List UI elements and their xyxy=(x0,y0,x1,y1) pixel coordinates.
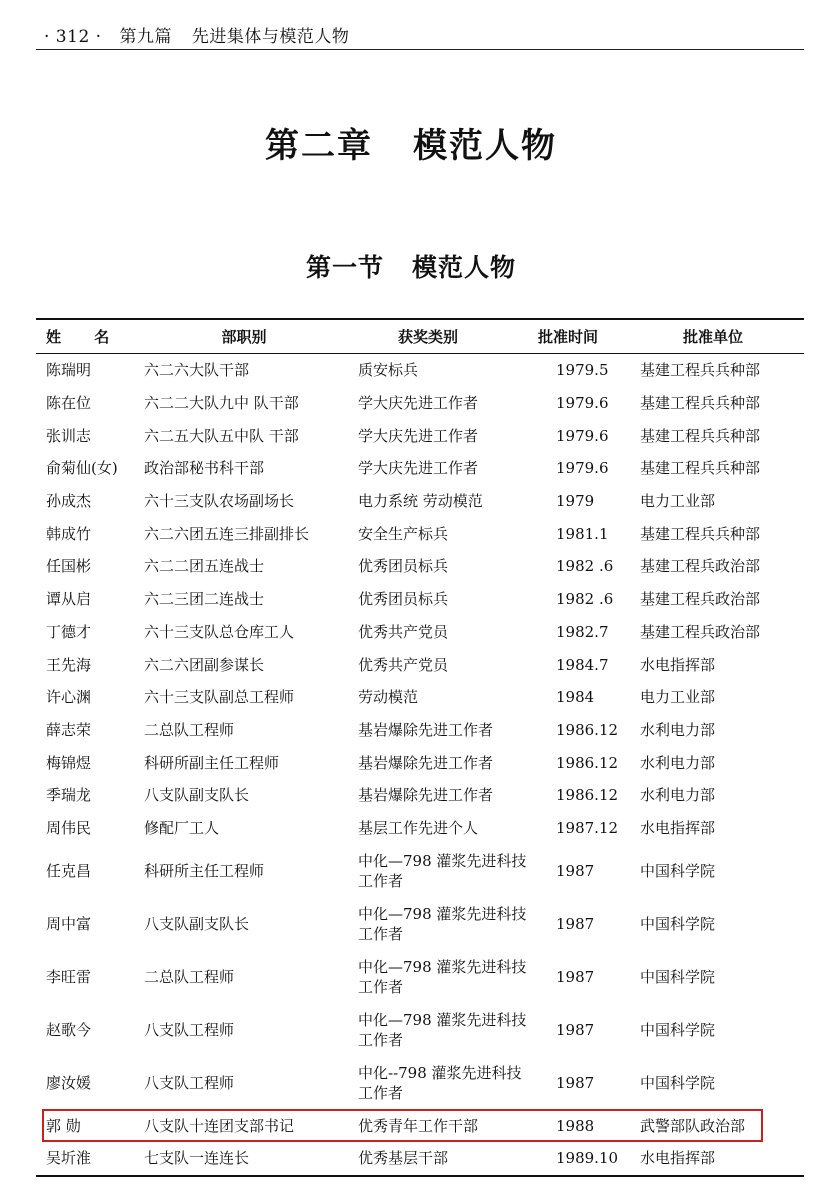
cell-name: 季瑞龙 xyxy=(46,786,92,805)
cell-org: 基建工程兵政治部 xyxy=(640,622,761,641)
cell-name: 梅锦煜 xyxy=(46,753,92,772)
cell-unit: 八支队副支队长 xyxy=(144,914,250,933)
cell-unit: 八支队副支队长 xyxy=(144,786,250,805)
cell-time: 1984.7 xyxy=(556,655,609,674)
cell-award: 电力系统 劳动模范 xyxy=(358,492,483,511)
cell-name: 周中富 xyxy=(46,914,92,933)
cell-award: 优秀团员标兵 xyxy=(358,590,449,609)
cell-time: 1987 xyxy=(556,1073,595,1092)
cell-award: 中化—798 灌浆先进科技 工作者 xyxy=(358,1010,527,1049)
cell-time: 1988 xyxy=(556,1116,595,1135)
cell-name: 任克昌 xyxy=(46,861,92,880)
table-row xyxy=(36,897,804,950)
cell-time: 1982 .6 xyxy=(556,557,614,576)
cell-name: 韩成竹 xyxy=(46,524,92,543)
table-row xyxy=(36,550,804,583)
cell-name: 吴圻淮 xyxy=(46,1149,92,1168)
cell-unit: 八支队工程师 xyxy=(144,1073,235,1092)
cell-unit: 修配厂工人 xyxy=(144,818,220,837)
column-header-unit: 部职别 xyxy=(221,327,267,346)
chapter-title: 模范人物 xyxy=(413,126,557,166)
table-row xyxy=(36,616,804,649)
cell-award: 优秀青年工作干部 xyxy=(358,1116,479,1135)
cell-name: 赵歌今 xyxy=(46,1020,92,1039)
cell-unit: 科研所主任工程师 xyxy=(144,861,265,880)
cell-award: 基岩爆除先进工作者 xyxy=(358,720,494,739)
table-row xyxy=(36,681,804,714)
column-header-org: 批准单位 xyxy=(682,327,743,346)
cell-name: 李旺雷 xyxy=(46,967,92,986)
chapter-heading xyxy=(0,118,822,167)
section-number: 第一节 xyxy=(305,253,384,282)
cell-unit: 七支队一连连长 xyxy=(144,1149,250,1168)
cell-org: 水利电力部 xyxy=(640,720,716,739)
cell-time: 1987.12 xyxy=(556,818,619,837)
cell-time: 1989.10 xyxy=(556,1149,619,1168)
table-header-row xyxy=(36,320,804,353)
column-header-award: 获奖类别 xyxy=(397,327,458,346)
cell-org: 水电指挥部 xyxy=(640,1149,716,1168)
cell-name: 陈瑞明 xyxy=(46,361,92,380)
cell-award: 安全生产标兵 xyxy=(358,524,449,543)
column-header-time: 批准时间 xyxy=(538,327,599,346)
page-number: · 312 · xyxy=(44,27,102,47)
cell-award: 中化—798 灌浆先进科技 工作者 xyxy=(358,904,527,943)
column-header-name: 姓 名 xyxy=(46,327,124,346)
table-bottom-rule xyxy=(36,1175,804,1177)
part-title: 先进集体与模范人物 xyxy=(191,27,350,47)
cell-time: 1987 xyxy=(556,967,595,986)
cell-name: 丁德才 xyxy=(46,622,92,641)
cell-org: 中国科学院 xyxy=(640,1020,716,1039)
cell-name: 薛志荣 xyxy=(46,720,92,739)
cell-unit: 六二六团副参谋长 xyxy=(144,655,265,674)
cell-org: 基建工程兵兵种部 xyxy=(640,426,761,445)
cell-name: 任国彬 xyxy=(46,557,92,576)
table-body xyxy=(36,354,804,1175)
header-rule xyxy=(36,49,804,50)
cell-unit: 六十三支队总仓库工人 xyxy=(144,622,295,641)
cell-name: 许心渊 xyxy=(46,688,92,707)
page-header xyxy=(44,22,349,47)
cell-name: 孙成杰 xyxy=(46,492,92,511)
cell-award: 基岩爆除先进工作者 xyxy=(358,753,494,772)
cell-unit: 六二三团二连战士 xyxy=(144,590,265,609)
section-heading xyxy=(0,248,822,284)
cell-unit: 八支队十连团支部书记 xyxy=(144,1116,295,1135)
cell-time: 1987 xyxy=(556,914,595,933)
cell-time: 1979.6 xyxy=(556,459,609,478)
table-row xyxy=(36,1109,804,1142)
cell-award: 中化--798 灌浆先进科技 工作者 xyxy=(358,1063,522,1102)
cell-unit: 科研所副主任工程师 xyxy=(144,753,280,772)
cell-org: 基建工程兵兵种部 xyxy=(640,524,761,543)
cell-time: 1986.12 xyxy=(556,720,619,739)
cell-time: 1982 .6 xyxy=(556,590,614,609)
cell-unit: 六十三支队副总工程师 xyxy=(144,688,295,707)
cell-award: 基岩爆除先进工作者 xyxy=(358,786,494,805)
section-title: 模范人物 xyxy=(412,253,517,282)
cell-name: 张训志 xyxy=(46,426,92,445)
cell-org: 基建工程兵兵种部 xyxy=(640,394,761,413)
table-row xyxy=(36,714,804,747)
cell-org: 水电指挥部 xyxy=(640,655,716,674)
cell-award: 中化—798 灌浆先进科技 工作者 xyxy=(358,957,527,996)
part-number: 第九篇 xyxy=(119,27,172,47)
cell-name: 谭从启 xyxy=(46,590,92,609)
cell-time: 1987 xyxy=(556,861,595,880)
cell-org: 中国科学院 xyxy=(640,914,716,933)
cell-time: 1979 xyxy=(556,492,595,511)
table-row xyxy=(36,746,804,779)
cell-time: 1982.7 xyxy=(556,622,609,641)
cell-name: 周伟民 xyxy=(46,818,92,837)
cell-name: 陈在位 xyxy=(46,394,92,413)
cell-org: 中国科学院 xyxy=(640,1073,716,1092)
cell-org: 电力工业部 xyxy=(640,492,716,511)
cell-unit: 六十三支队农场副场长 xyxy=(144,492,295,511)
cell-unit: 六二六团五连三排副排长 xyxy=(144,524,310,543)
cell-time: 1979.6 xyxy=(556,394,609,413)
table-row xyxy=(36,419,804,452)
cell-org: 武警部队政治部 xyxy=(640,1116,746,1135)
cell-award: 基层工作先进个人 xyxy=(358,818,479,837)
cell-award: 优秀共产党员 xyxy=(358,655,449,674)
cell-org: 中国科学院 xyxy=(640,967,716,986)
table-row xyxy=(36,950,804,1003)
awards-table xyxy=(36,318,804,1177)
cell-unit: 二总队工程师 xyxy=(144,720,235,739)
cell-time: 1986.12 xyxy=(556,786,619,805)
cell-time: 1979.5 xyxy=(556,361,609,380)
cell-name: 王先海 xyxy=(46,655,92,674)
table-row xyxy=(36,812,804,845)
chapter-number: 第二章 xyxy=(265,126,373,166)
cell-org: 基建工程兵政治部 xyxy=(640,590,761,609)
table-row xyxy=(36,779,804,812)
table-row xyxy=(36,452,804,485)
cell-unit: 六二五大队五中队 干部 xyxy=(144,426,299,445)
cell-org: 基建工程兵政治部 xyxy=(640,557,761,576)
table-row xyxy=(36,844,804,897)
cell-award: 质安标兵 xyxy=(358,361,419,380)
cell-award: 优秀团员标兵 xyxy=(358,557,449,576)
table-row xyxy=(36,485,804,518)
cell-unit: 二总队工程师 xyxy=(144,967,235,986)
table-row xyxy=(36,583,804,616)
cell-unit: 政治部秘书科干部 xyxy=(144,459,265,478)
cell-time: 1986.12 xyxy=(556,753,619,772)
cell-org: 中国科学院 xyxy=(640,861,716,880)
cell-time: 1981.1 xyxy=(556,524,609,543)
cell-award: 学大庆先进工作者 xyxy=(358,459,479,478)
cell-time: 1984 xyxy=(556,688,595,707)
table-row xyxy=(36,1056,804,1109)
cell-unit: 八支队工程师 xyxy=(144,1020,235,1039)
cell-unit: 六二二大队九中 队干部 xyxy=(144,394,299,413)
cell-org: 电力工业部 xyxy=(640,688,716,707)
table-row xyxy=(36,648,804,681)
cell-name: 俞菊仙(女) xyxy=(46,459,118,478)
cell-time: 1979.6 xyxy=(556,426,609,445)
cell-org: 水电指挥部 xyxy=(640,818,716,837)
cell-award: 中化—798 灌浆先进科技 工作者 xyxy=(358,851,527,890)
cell-name: 郭 勋 xyxy=(46,1116,81,1135)
cell-org: 水利电力部 xyxy=(640,786,716,805)
cell-award: 学大庆先进工作者 xyxy=(358,426,479,445)
table-row xyxy=(36,387,804,420)
cell-org: 水利电力部 xyxy=(640,753,716,772)
table-row xyxy=(36,517,804,550)
cell-name: 廖汝媛 xyxy=(46,1073,92,1092)
cell-award: 优秀基层干部 xyxy=(358,1149,449,1168)
cell-award: 优秀共产党员 xyxy=(358,622,449,641)
table-row xyxy=(36,1142,804,1175)
cell-org: 基建工程兵兵种部 xyxy=(640,459,761,478)
table-row xyxy=(36,354,804,387)
cell-award: 学大庆先进工作者 xyxy=(358,394,479,413)
cell-time: 1987 xyxy=(556,1020,595,1039)
cell-award: 劳动模范 xyxy=(358,688,419,707)
cell-unit: 六二二团五连战士 xyxy=(144,557,265,576)
cell-org: 基建工程兵兵种部 xyxy=(640,361,761,380)
cell-unit: 六二六大队干部 xyxy=(144,361,250,380)
table-row xyxy=(36,1003,804,1056)
